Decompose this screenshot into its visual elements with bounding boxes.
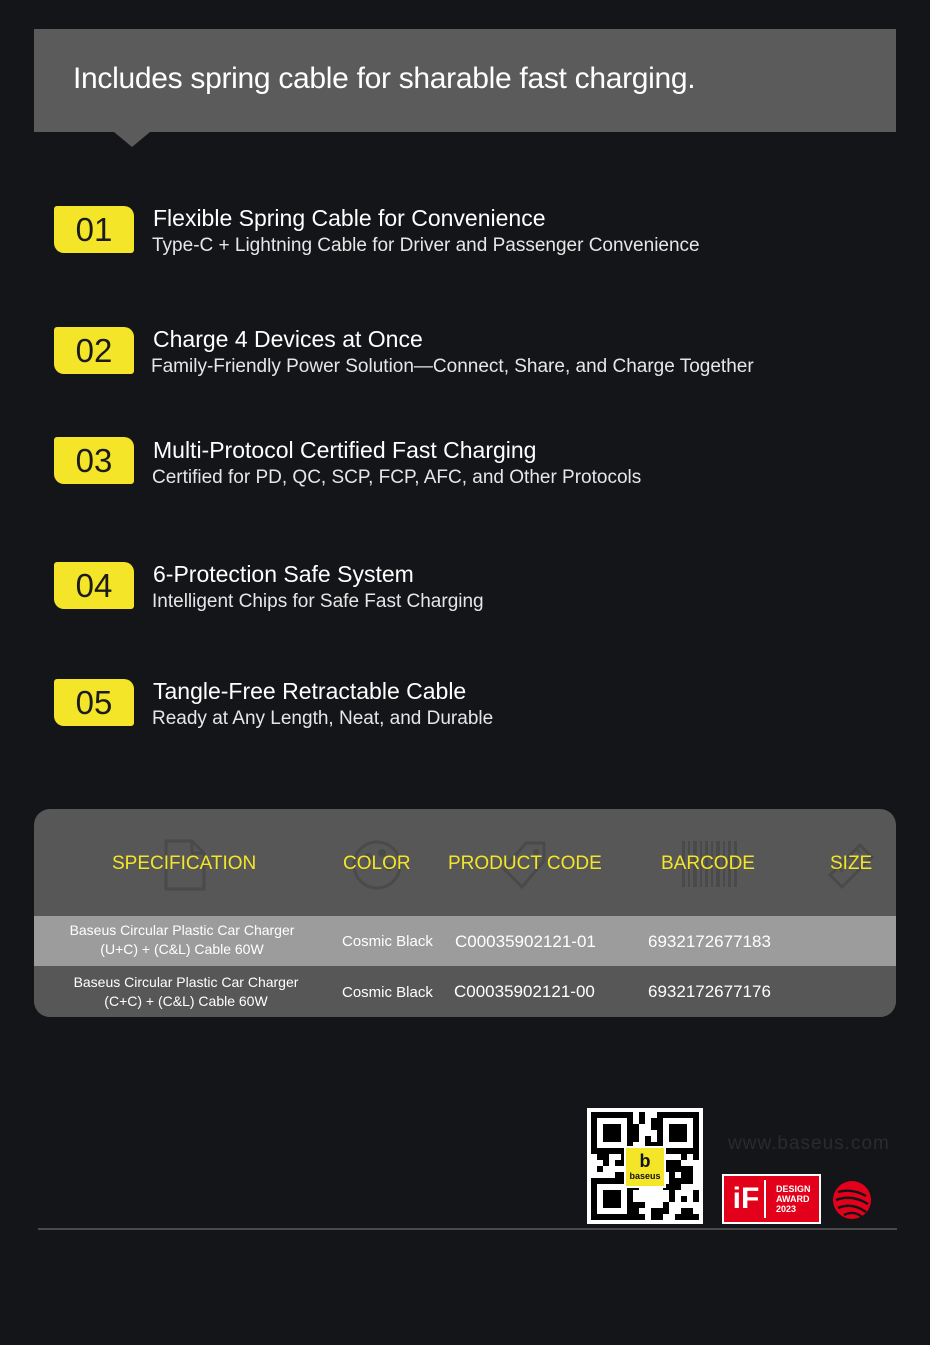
header-banner: [34, 29, 896, 132]
color-cell: Cosmic Black: [342, 984, 433, 1001]
feature-description: Ready at Any Length, Neat, and Durable: [152, 708, 494, 729]
spec-line: (C+C) + (C&L) Cable 60W: [104, 993, 268, 1009]
banner-title: Includes spring cable for sharable fast charging.: [73, 62, 696, 95]
feature-number-badge: 02: [54, 327, 134, 374]
feature-description: Intelligent Chips for Safe Fast Charging: [152, 591, 484, 612]
reddot-award-icon: [832, 1180, 872, 1220]
color-cell: Cosmic Black: [342, 933, 433, 950]
qr-module: [693, 1214, 699, 1220]
feature-title: Flexible Spring Cable for Convenience: [153, 205, 546, 231]
baseus-logo: [624, 1146, 666, 1188]
header-color: COLOR: [343, 853, 411, 874]
if-mark: iF: [728, 1180, 766, 1218]
spec-cell: [52, 921, 312, 959]
feature-item: [54, 561, 874, 621]
qr-logo-text: baseus: [629, 1171, 661, 1181]
feature-number-badge: 04: [54, 562, 134, 609]
product-code-cell: C00035902121-00: [454, 982, 595, 1001]
feature-number-badge: 05: [54, 679, 134, 726]
barcode-cell: 6932172677176: [648, 982, 771, 1001]
header-size: SIZE: [830, 853, 873, 874]
feature-number-badge: 01: [54, 206, 134, 253]
feature-title: 6-Protection Safe System: [153, 561, 414, 587]
feature-item: [54, 205, 874, 265]
feature-item: [54, 678, 874, 738]
feature-description: Family-Friendly Power Solution—Connect, Share, and Charge Together: [151, 356, 754, 377]
product-code-cell: C00035902121-01: [455, 932, 596, 951]
header-specification: SPECIFICATION: [112, 853, 257, 874]
barcode-cell: 6932172677183: [648, 932, 771, 951]
qr-code[interactable]: [587, 1108, 703, 1224]
header-product-code: PRODUCT CODE: [448, 853, 602, 874]
header-barcode: BARCODE: [661, 853, 755, 874]
banner-pointer: [114, 132, 150, 147]
feature-description: Type-C + Lightning Cable for Driver and Passenger Convenience: [152, 235, 700, 256]
table-row: [34, 966, 896, 1017]
feature-title: Tangle-Free Retractable Cable: [153, 678, 467, 704]
spec-line: Baseus Circular Plastic Car Charger: [69, 922, 295, 938]
table-row: [34, 916, 896, 966]
spec-cell: [56, 973, 316, 1011]
feature-item: [54, 437, 874, 497]
feature-title: Charge 4 Devices at Once: [153, 326, 423, 352]
if-award-line: DESIGN: [776, 1184, 811, 1194]
spec-table-header: [34, 809, 896, 916]
spec-table: [34, 809, 896, 1017]
spec-line: Baseus Circular Plastic Car Charger: [73, 974, 299, 990]
feature-item: [54, 326, 874, 386]
if-award-line: 2023: [776, 1204, 797, 1214]
website-watermark: www.baseus.com: [728, 1133, 890, 1154]
baseus-b-icon: b: [639, 1151, 651, 1171]
if-award-line: AWARD: [776, 1194, 810, 1204]
if-award-text: [776, 1184, 820, 1214]
spec-line: (U+C) + (C&L) Cable 60W: [100, 941, 264, 957]
if-design-award-logo: [722, 1174, 821, 1224]
feature-description: Certified for PD, QC, SCP, FCP, AFC, and Other Protocols: [152, 467, 642, 488]
footer-divider: [38, 1228, 897, 1230]
feature-number-badge: 03: [54, 437, 134, 484]
feature-title: Multi-Protocol Certified Fast Charging: [153, 437, 537, 463]
